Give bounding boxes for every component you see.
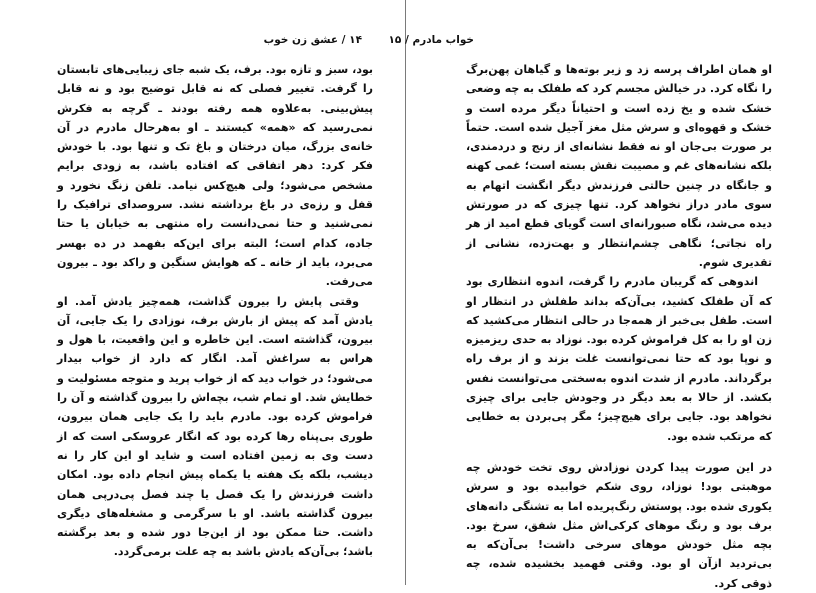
left-paragraph-1: بود، سبز و تازه بود. برف، یک شبه جای زیبایی‌های تابستان را گرفت. تغییر فصلی که نه قابل توضیح بود و نه قابل پیش‌بینی. به‌علاوه همه رفته بودند ـ گرچه به فکرش نمی‌رسید که «همه» کیستند ـ او به‌هرحال مادرم در آن خانه‌ی بزرگ، میان درختان و باغ تک و تنها بود. با خودش فکر کرد: دهر اتفاقی که افتاده باشد، به زودی برایم مشخص می‌شود؛ ولی هیچ‌کس نیامد. تلفن زنگ نخورد و قفل و رزه‌ی در باغ برداشته نشد. سروصدای ترافیک را نمی‌شنید و حتا نمی‌دانست راه منتهی به خیابان یا حتا جاده، کدام است؛ البته برای این‌که بفهمد در ده بهسر می‌برد، باید از خانه ـ که هوایش سنگین و راکد بود ـ بیرون می‌رفت.	[57, 63, 373, 289]
right-paragraph-2: اندوهی که گریبان مادرم را گرفت، اندوه انتظاری بود که آن طفلک کشید، بی‌آن‌که بداند طفلش در انتظار او است. طفل بی‌خبر از همه‌جا در حالی انتظار می‌کشید که زن او را به کل فراموش کرده بود. نوزاد به حدی ریزمیزه و نوپا بود که حتا نمی‌توانست غلت بزند و از برف راه برگرداند. مادرم از شدت اندوه به‌سختی می‌توانست نفس بکشد. از حالا به بعد دیگر در وجودش جایی برای چیزی نخواهد بود. جایی برای هیچ‌چیز؛ مگر پی‌بردن به خطایی که مرتکب شده بود.	[466, 275, 772, 443]
right-paragraph-3: در این صورت پیدا کردن نوزادش روی تخت خودش چه موهبتی بود! نوزاد، روی شکم خوابیده بود و سرش یکوری شده بود. پوستش رنگ‌پریده اما به تشنگی دانه‌های برف بود و رنگ موهای کرکی‌اش مثل شفق، سرخ بود. بچه مثل خودش موهای سرخی داشت! بی‌آن‌که به بی‌تردید ازآن او بود. وقتی فهمید بخشیده شده، چه ذوقی کرد.	[466, 460, 772, 590]
right-page	[388, 0, 816, 590]
left-page-body	[57, 60, 373, 562]
left-paragraph-2: وقتی پایش را بیرون گذاشت، همه‌چیز یادش آمد. او یادش آمد که پیش از بارش برف، نوزادی را یک جایی، آن بیرون، گذاشته است. این خاطره و این واقعیت، با هول و هراس به سراغش آمد. انگار که دارد از خواب بیدار می‌شود؛ در خواب دید که از خواب پرید و متوجه مسئولیت و خطایش شد. او تمام شب، بچه‌اش را بیرون گذاشته و آن را فراموش کرده بود. مادرم باید را یک جایی همان بیرون، طوری بی‌پناه رها کرده بود که انگار عروسکی است که از دست وی به زمین افتاده است و شاید او این کار را نه دیشب، بلکه یک هفته یا یکماه پیش انجام داده بود. امکان داشت فرزندش را یک فصل یا چند فصل پی‌درپی همان بیرون گذاشته باشد. او با سرگرمی و مشغله‌های دیگری داشت. حتا ممکن بود از این‌جا دور شده و بعد برگشته باشد؛ بی‌آن‌که یادش باشد به چه علت برمی‌گردد.	[57, 294, 373, 559]
left-page-header: ۱۴ / عشق زن خوب	[263, 34, 362, 46]
left-page	[0, 0, 405, 585]
right-paragraph-1: او همان اطراف پرسه زد و زیر بوته‌ها و گیاهان پهن‌برگ را نگاه کرد. در خیالش مجسم کرد که طفلک به چه وضعی خشک شده و یخ زده است و احتیاناً دیگر مرده است و خشک و قهوه‌ای و سرش مثل مغز آجیل شده است. حتماً بر صورت بی‌جان او نه فقط نشانه‌ای از رنج و دردمندی، بلکه نشانه‌های غم و مصیبت نقش بسته است؛ غمی کهنه و جانگاه در چنین حالتی فرزندش دیگر انگشت اتهام به سوی مادر دراز نخواهد کرد. تنها چیزی که در صورتش دیده می‌شد، نگاه صبورانه‌ای است گویای قطع امید از هر راه نجاتی؛ نگاهی چشم‌انتظار و بهت‌زده، نشانی از تقدیری شوم.	[466, 63, 772, 269]
right-page-body	[466, 60, 772, 593]
right-page-header: خواب مادرم / ۱۵	[388, 34, 474, 46]
